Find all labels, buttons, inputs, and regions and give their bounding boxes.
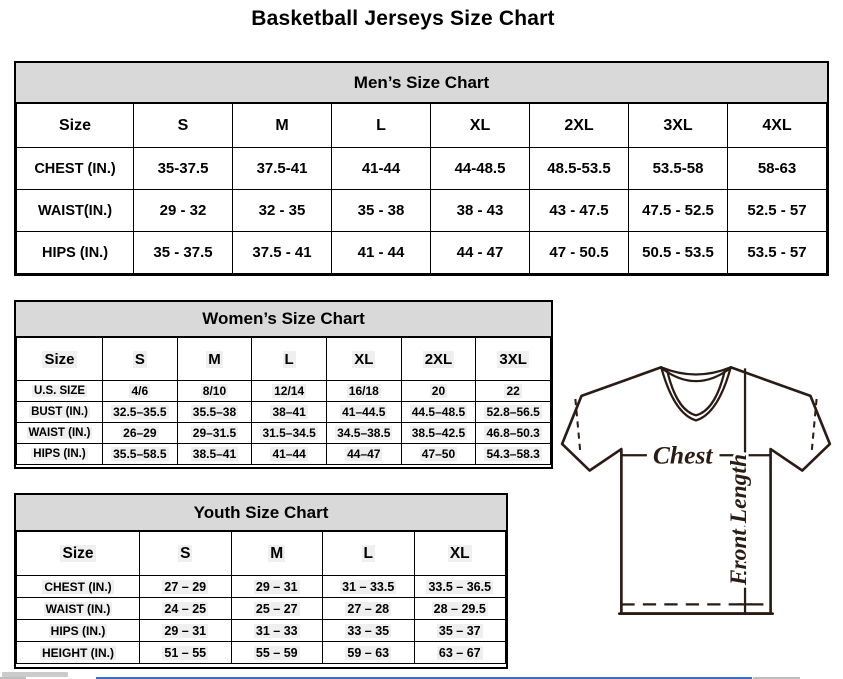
women-data-row [17,402,551,423]
men-value-text: 37.5 - 41 [233,232,332,274]
men-value-text: 48.5-53.5 [530,148,629,190]
women-column-header-label: 2XL [424,350,453,368]
women-row-label-text: HIPS (IN.) [33,448,86,460]
women-column-header [103,338,178,381]
youth-column-header-label: L [363,544,373,562]
front-length-label: Front Length [726,453,753,586]
youth-column-header [323,532,415,576]
youth-value-cell [231,620,323,642]
women-column-header-label: XL [354,350,374,368]
men-value-text: 41 - 44 [332,232,431,274]
youth-value-text: 51 – 55 [164,645,207,660]
page-title: Basketball Jerseys Size Chart [251,7,555,30]
women-value-cell [103,402,178,423]
youth-value-cell [231,598,323,620]
men-size-chart [14,61,829,276]
women-value-text: 52.8–56.5 [486,405,540,419]
women-value-text: 22 [506,384,520,398]
youth-value-text: 27 – 28 [347,601,390,616]
women-value-cell [326,444,401,465]
women-value-text: 34.5–38.5 [337,426,391,440]
women-value-text: 31.5–34.5 [262,426,316,440]
men-value-text: 47.5 - 52.5 [629,190,728,232]
youth-column-header [414,532,506,576]
men-row-label-text: WAIST(IN.) [17,190,134,232]
women-value-cell [401,423,476,444]
men-column-header-label: Size [17,104,134,148]
men-value-text: 50.5 - 53.5 [629,232,728,274]
youth-value-text: 27 – 29 [164,579,207,594]
women-data-row [17,381,551,402]
women-row-label [17,423,103,444]
men-table [16,103,827,274]
youth-column-header [140,532,232,576]
youth-value-cell [140,598,232,620]
men-value-text: 58-63 [728,148,827,190]
men-column-header-label: 3XL [629,104,728,148]
men-value-text: 32 - 35 [233,190,332,232]
men-data-row [17,148,827,190]
women-row-label [17,381,103,402]
men-column-header-label: L [332,104,431,148]
youth-column-header-label: M [270,544,284,562]
women-value-text: 38–41 [272,405,306,419]
youth-value-text: 33.5 – 36.5 [428,579,492,594]
youth-value-text: 35 – 37 [438,623,481,638]
youth-value-cell [323,642,415,664]
youth-value-text: 25 – 27 [255,601,298,616]
women-value-cell [326,402,401,423]
youth-data-row [17,642,506,664]
women-value-text: 54.3–58.3 [486,447,540,461]
youth-row-label-text: HIPS (IN.) [50,623,106,638]
chest-label: Chest [652,440,713,470]
women-value-cell [177,423,252,444]
women-column-header [476,338,551,381]
men-header-row [17,104,827,148]
youth-value-cell [414,598,506,620]
men-row-label-text: CHEST (IN.) [17,148,134,190]
youth-column-header [231,532,323,576]
men-value-text: 35 - 37.5 [134,232,233,274]
men-value-text: 53.5-58 [629,148,728,190]
youth-column-header-label: XL [449,544,470,562]
women-column-header [177,338,252,381]
women-value-text: 26–29 [123,426,157,440]
youth-row-label-text: HEIGHT (IN.) [42,645,114,660]
youth-value-text: 33 – 35 [347,623,390,638]
women-value-cell [252,381,327,402]
women-value-cell [476,381,551,402]
men-column-header-label: 2XL [530,104,629,148]
women-table [16,337,551,465]
women-value-cell [177,402,252,423]
youth-value-cell [231,642,323,664]
women-value-cell [401,381,476,402]
youth-value-text: 29 – 31 [255,579,298,594]
men-chart-title: Men’s Size Chart [16,63,827,103]
youth-value-cell [323,576,415,598]
women-value-cell [476,423,551,444]
women-value-text: 38.5–42.5 [411,426,466,440]
men-value-text: 41-44 [332,148,431,190]
women-value-cell [103,381,178,402]
youth-table [16,531,506,664]
women-value-text: 12/14 [274,384,305,398]
men-value-text: 38 - 43 [431,190,530,232]
women-header-row [17,338,551,381]
collar-v-inner [667,371,724,415]
jersey-outline [562,367,830,613]
women-value-text: 41–44 [272,447,306,461]
men-column-header-label: M [233,104,332,148]
youth-value-cell [140,576,232,598]
women-column-header [401,338,476,381]
women-value-cell [401,444,476,465]
men-value-text: 47 - 50.5 [530,232,629,274]
youth-row-label [17,620,140,642]
women-value-cell [252,402,327,423]
women-column-header [326,338,401,381]
men-value-text: 29 - 32 [134,190,233,232]
women-value-text: 32.5–35.5 [113,405,167,419]
women-size-chart [14,300,553,469]
women-value-cell [252,423,327,444]
men-value-text: 44-48.5 [431,148,530,190]
women-value-cell [177,444,252,465]
youth-value-cell [140,620,232,642]
men-column-header-label: S [134,104,233,148]
men-data-row [17,232,827,274]
youth-value-cell [231,576,323,598]
youth-value-text: 59 – 63 [347,645,390,660]
women-row-label-text: U.S. SIZE [33,385,86,397]
youth-value-text: 28 – 29.5 [433,601,486,616]
youth-column-header-label: S [180,544,191,562]
women-value-text: 35.5–58.5 [113,447,167,461]
youth-row-label [17,576,140,598]
men-column-header-label: 4XL [728,104,827,148]
youth-value-text: 31 – 33.5 [342,579,395,594]
men-row-label-text: HIPS (IN.) [17,232,134,274]
youth-column-header-label: Size [62,544,94,562]
youth-value-text: 63 – 67 [438,645,481,660]
men-data-row [17,190,827,232]
women-column-header-label: M [208,350,221,368]
women-column-header-label: L [284,350,294,368]
youth-value-text: 31 – 33 [255,623,298,638]
youth-row-label [17,598,140,620]
men-value-text: 44 - 47 [431,232,530,274]
women-column-header [252,338,327,381]
men-column-header-label: XL [431,104,530,148]
youth-value-cell [414,576,506,598]
women-value-text: 8/10 [202,384,227,398]
women-value-text: 38.5–41 [192,447,237,461]
women-value-cell [103,423,178,444]
youth-row-label [17,642,140,664]
women-value-cell [401,402,476,423]
men-value-text: 52.5 - 57 [728,190,827,232]
men-value-text: 35 - 38 [332,190,431,232]
women-row-label [17,444,103,465]
men-value-text: 35-37.5 [134,148,233,190]
youth-value-cell [414,642,506,664]
youth-chart-title: Youth Size Chart [16,495,506,531]
women-value-cell [103,444,178,465]
women-value-cell [476,444,551,465]
women-value-text: 44.5–48.5 [411,405,466,419]
women-value-text: 41–44.5 [342,405,386,419]
women-value-text: 29–31.5 [192,426,237,440]
women-data-row [17,444,551,465]
women-column-header-label: Size [44,350,75,368]
youth-row-label-text: CHEST (IN.) [44,579,112,594]
youth-value-cell [323,620,415,642]
youth-value-cell [414,620,506,642]
women-row-label-text: BUST (IN.) [31,406,88,418]
women-value-text: 44–47 [347,447,381,461]
women-value-text: 4/6 [131,384,149,398]
women-value-cell [252,444,327,465]
youth-header-row [17,532,506,576]
youth-value-text: 55 – 59 [255,645,298,660]
women-value-cell [326,423,401,444]
women-chart-title: Women’s Size Chart [16,302,551,337]
men-value-text: 37.5-41 [233,148,332,190]
women-column-header-label: S [134,350,145,368]
women-row-label [17,402,103,423]
women-value-text: 35.5–38 [192,405,237,419]
youth-size-chart [14,493,508,669]
youth-data-row [17,576,506,598]
women-data-row [17,423,551,444]
youth-data-row [17,598,506,620]
women-value-text: 47–50 [421,447,456,461]
youth-column-header [17,532,140,576]
women-value-cell [177,381,252,402]
women-value-cell [476,402,551,423]
youth-value-text: 29 – 31 [164,623,207,638]
men-value-text: 43 - 47.5 [530,190,629,232]
jersey-diagram [558,358,836,626]
women-column-header-label: 3XL [499,350,527,368]
women-value-text: 16/18 [348,384,379,398]
youth-value-cell [140,642,232,664]
women-value-cell [326,381,401,402]
youth-value-text: 24 – 25 [164,601,207,616]
youth-row-label-text: WAIST (IN.) [45,601,111,616]
women-row-label-text: WAIST (IN.) [28,427,91,439]
women-value-text: 46.8–50.3 [486,426,540,440]
youth-value-cell [323,598,415,620]
youth-data-row [17,620,506,642]
women-column-header [17,338,103,381]
women-value-text: 20 [431,384,446,398]
jersey-svg [558,358,836,626]
men-value-text: 53.5 - 57 [728,232,827,274]
